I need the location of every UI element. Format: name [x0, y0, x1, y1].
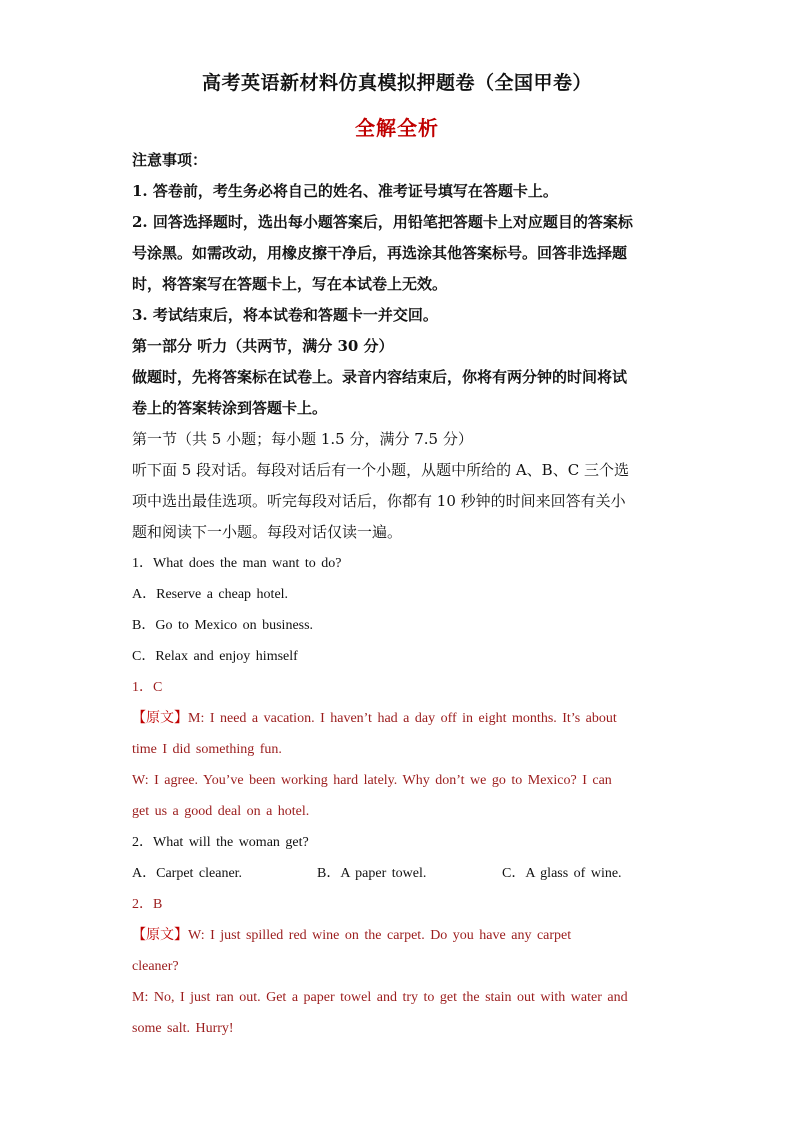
q1-transcript-line-4: get us a good deal on a hotel. — [132, 804, 310, 819]
q2-option-a: A．Carpet cleaner. — [132, 866, 243, 881]
notice-item-2-line-2: 号涂黑。如需改动，用橡皮擦干净后，再选涂其他答案标号。回答非选择题 — [132, 244, 628, 262]
part1-heading: 第一部分 听力（共两节，满分 30 分） — [132, 337, 394, 355]
q1-option-b: B．Go to Mexico on business. — [132, 618, 314, 633]
q2-transcript-line-3: M: No, I just ran out. Get a paper towel and try to get the stain out with water and — [132, 990, 628, 1005]
q1-transcript-text-1: M: I need a vacation. I haven’t had a day off in eight months. It’s about — [188, 711, 617, 726]
q1-option-c: C．Relax and enjoy himself — [132, 649, 298, 664]
document-body — [132, 145, 672, 1044]
page-title: 高考英语新材料仿真模拟押题卷（全国甲卷） — [201, 72, 592, 94]
part1-instruction-line-1: 做题时，先将答案标在试卷上。录音内容结束后，你将有两分钟的时间将试 — [132, 368, 628, 386]
q1-transcript-tag: 【原文】 — [132, 710, 188, 726]
q2-question: 2．What will the woman get? — [132, 835, 309, 850]
q2-options — [132, 858, 672, 889]
q2-transcript-tag: 【原文】 — [132, 927, 188, 943]
notice-item-2-line-1: 2. 回答选择题时，选出每小题答案后，用铅笔把答题卡上对应题目的答案标 — [132, 213, 633, 231]
section1-instruction-line-1: 听下面 5 段对话。每段对话后有一个小题，从题中所给的 A、B、C 三个选 — [132, 461, 629, 479]
q1-answer: 1．C — [132, 680, 163, 695]
q1-transcript-line-2: time I did something fun. — [132, 742, 282, 757]
q1-option-a: A．Reserve a cheap hotel. — [132, 587, 289, 602]
q2-transcript-line-2: cleaner? — [132, 959, 179, 974]
q2-transcript-text-1: W: I just spilled red wine on the carpet. Do you have any carpet — [188, 928, 572, 943]
q1-question: 1．What does the man want to do? — [132, 556, 342, 571]
q2-option-c: C．A glass of wine. — [502, 866, 622, 881]
q2-option-b: B．A paper towel. — [317, 866, 427, 881]
q1-transcript-line-1 — [132, 703, 672, 734]
notice-heading: 注意事项： — [132, 151, 208, 169]
section1-instruction-line-2: 项中选出最佳选项。听完每段对话后，你都有 10 秒钟的时间来回答有关小 — [132, 492, 626, 510]
notice-item-1: 1. 答卷前，考生务必将自己的姓名、准考证号填写在答题卡上。 — [132, 182, 558, 200]
notice-item-2-line-3: 时，将答案写在答题卡上，写在本试卷上无效。 — [132, 275, 448, 293]
q2-answer: 2．B — [132, 897, 163, 912]
page-subtitle: 全解全析 — [355, 116, 439, 140]
notice-item-3: 3. 考试结束后，将本试卷和答题卡一并交回。 — [132, 306, 438, 324]
section1-instruction-line-3: 题和阅读下一小题。每段对话仅读一遍。 — [132, 523, 403, 541]
q1-transcript-line-3: W: I agree. You’ve been working hard lately. Why don’t we go to Mexico? I can — [132, 773, 612, 788]
q2-transcript-line-4: some salt. Hurry! — [132, 1021, 234, 1036]
q2-transcript-line-1 — [132, 920, 672, 951]
part1-instruction-line-2: 卷上的答案转涂到答题卡上。 — [132, 399, 328, 417]
section1-heading: 第一节（共 5 小题；每小题 1.5 分，满分 7.5 分） — [132, 430, 473, 448]
